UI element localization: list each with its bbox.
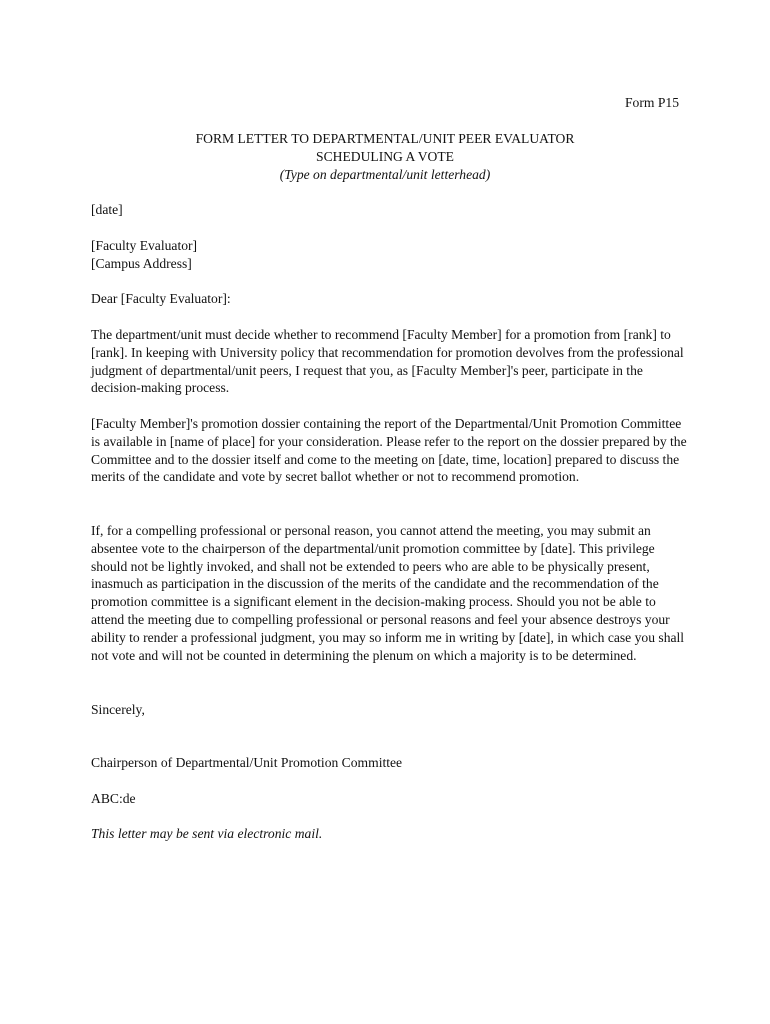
title-line-2: SCHEDULING A VOTE	[316, 149, 454, 164]
note-block	[91, 825, 691, 843]
date-line	[91, 201, 691, 219]
initials: ABC:de	[91, 791, 136, 806]
initials-block	[91, 790, 691, 808]
title-line-1: FORM LETTER TO DEPARTMENTAL/UNIT PEER EVALUATOR	[195, 131, 575, 146]
title-subtitle: (Type on departmental/unit letterhead)	[279, 167, 491, 182]
paragraph-3-block	[91, 522, 691, 664]
form-number: Form P15	[624, 95, 679, 110]
paragraph-3: If, for a compelling professional or personal reason, you cannot attend the meeting, you may submit an absentee vote to the chairperson of the departmental/unit promotion committee by [date]. This privilege should not be lightly invoked, and shall not be extended to peers who are able to be physically present, inasmuch as participation in the discussion of the merits of the candidate and the recommendation of the promotion committee is a significant element in the decision-making process. Should you not be able to attend the meeting due to compelling professional or personal reasons and feel your absence destroys your ability to render a professional judgment, you may so inform me in writing by [date], in which case you shall not vote and will not be counted in determining the plenum on which a majority is to be determined.	[91, 523, 685, 663]
signatory: Chairperson of Departmental/Unit Promotion Committee	[91, 755, 403, 770]
recipient-block	[91, 237, 691, 273]
signatory-block	[91, 754, 691, 772]
recipient-address: [Campus Address]	[91, 255, 192, 271]
electronic-mail-note: This letter may be sent via electronic mail.	[91, 826, 323, 841]
closing-block	[91, 701, 691, 719]
salutation-block	[91, 290, 691, 308]
paragraph-1-block	[91, 326, 691, 397]
closing: Sincerely,	[91, 702, 145, 717]
paragraph-1: The department/unit must decide whether to recommend [Faculty Member] for a promotion from [rank] to [rank]. In keeping with University policy that recommendation for promotion devolves from the professional judgment of departmental/unit peers, I request that you, as [Faculty Member]'s peer, participate in the decision-making process.	[91, 327, 684, 396]
paragraph-2-block	[91, 415, 691, 486]
recipient-name: [Faculty Evaluator]	[91, 238, 198, 253]
paragraph-2: [Faculty Member]'s promotion dossier containing the report of the Departmental/Unit Promotion Committee is available in [name of place] for your consideration. Please refer to the report on the dossier prepared by the Committee and to the dossier itself and come to the meeting on [date, time, location] prepared to discuss the merits of the candidate and vote by secret ballot whether or not to recommend promotion.	[91, 416, 687, 485]
salutation: Dear [Faculty Evaluator]:	[91, 291, 231, 306]
letter-title	[0, 130, 770, 184]
date-placeholder: [date]	[91, 202, 123, 217]
